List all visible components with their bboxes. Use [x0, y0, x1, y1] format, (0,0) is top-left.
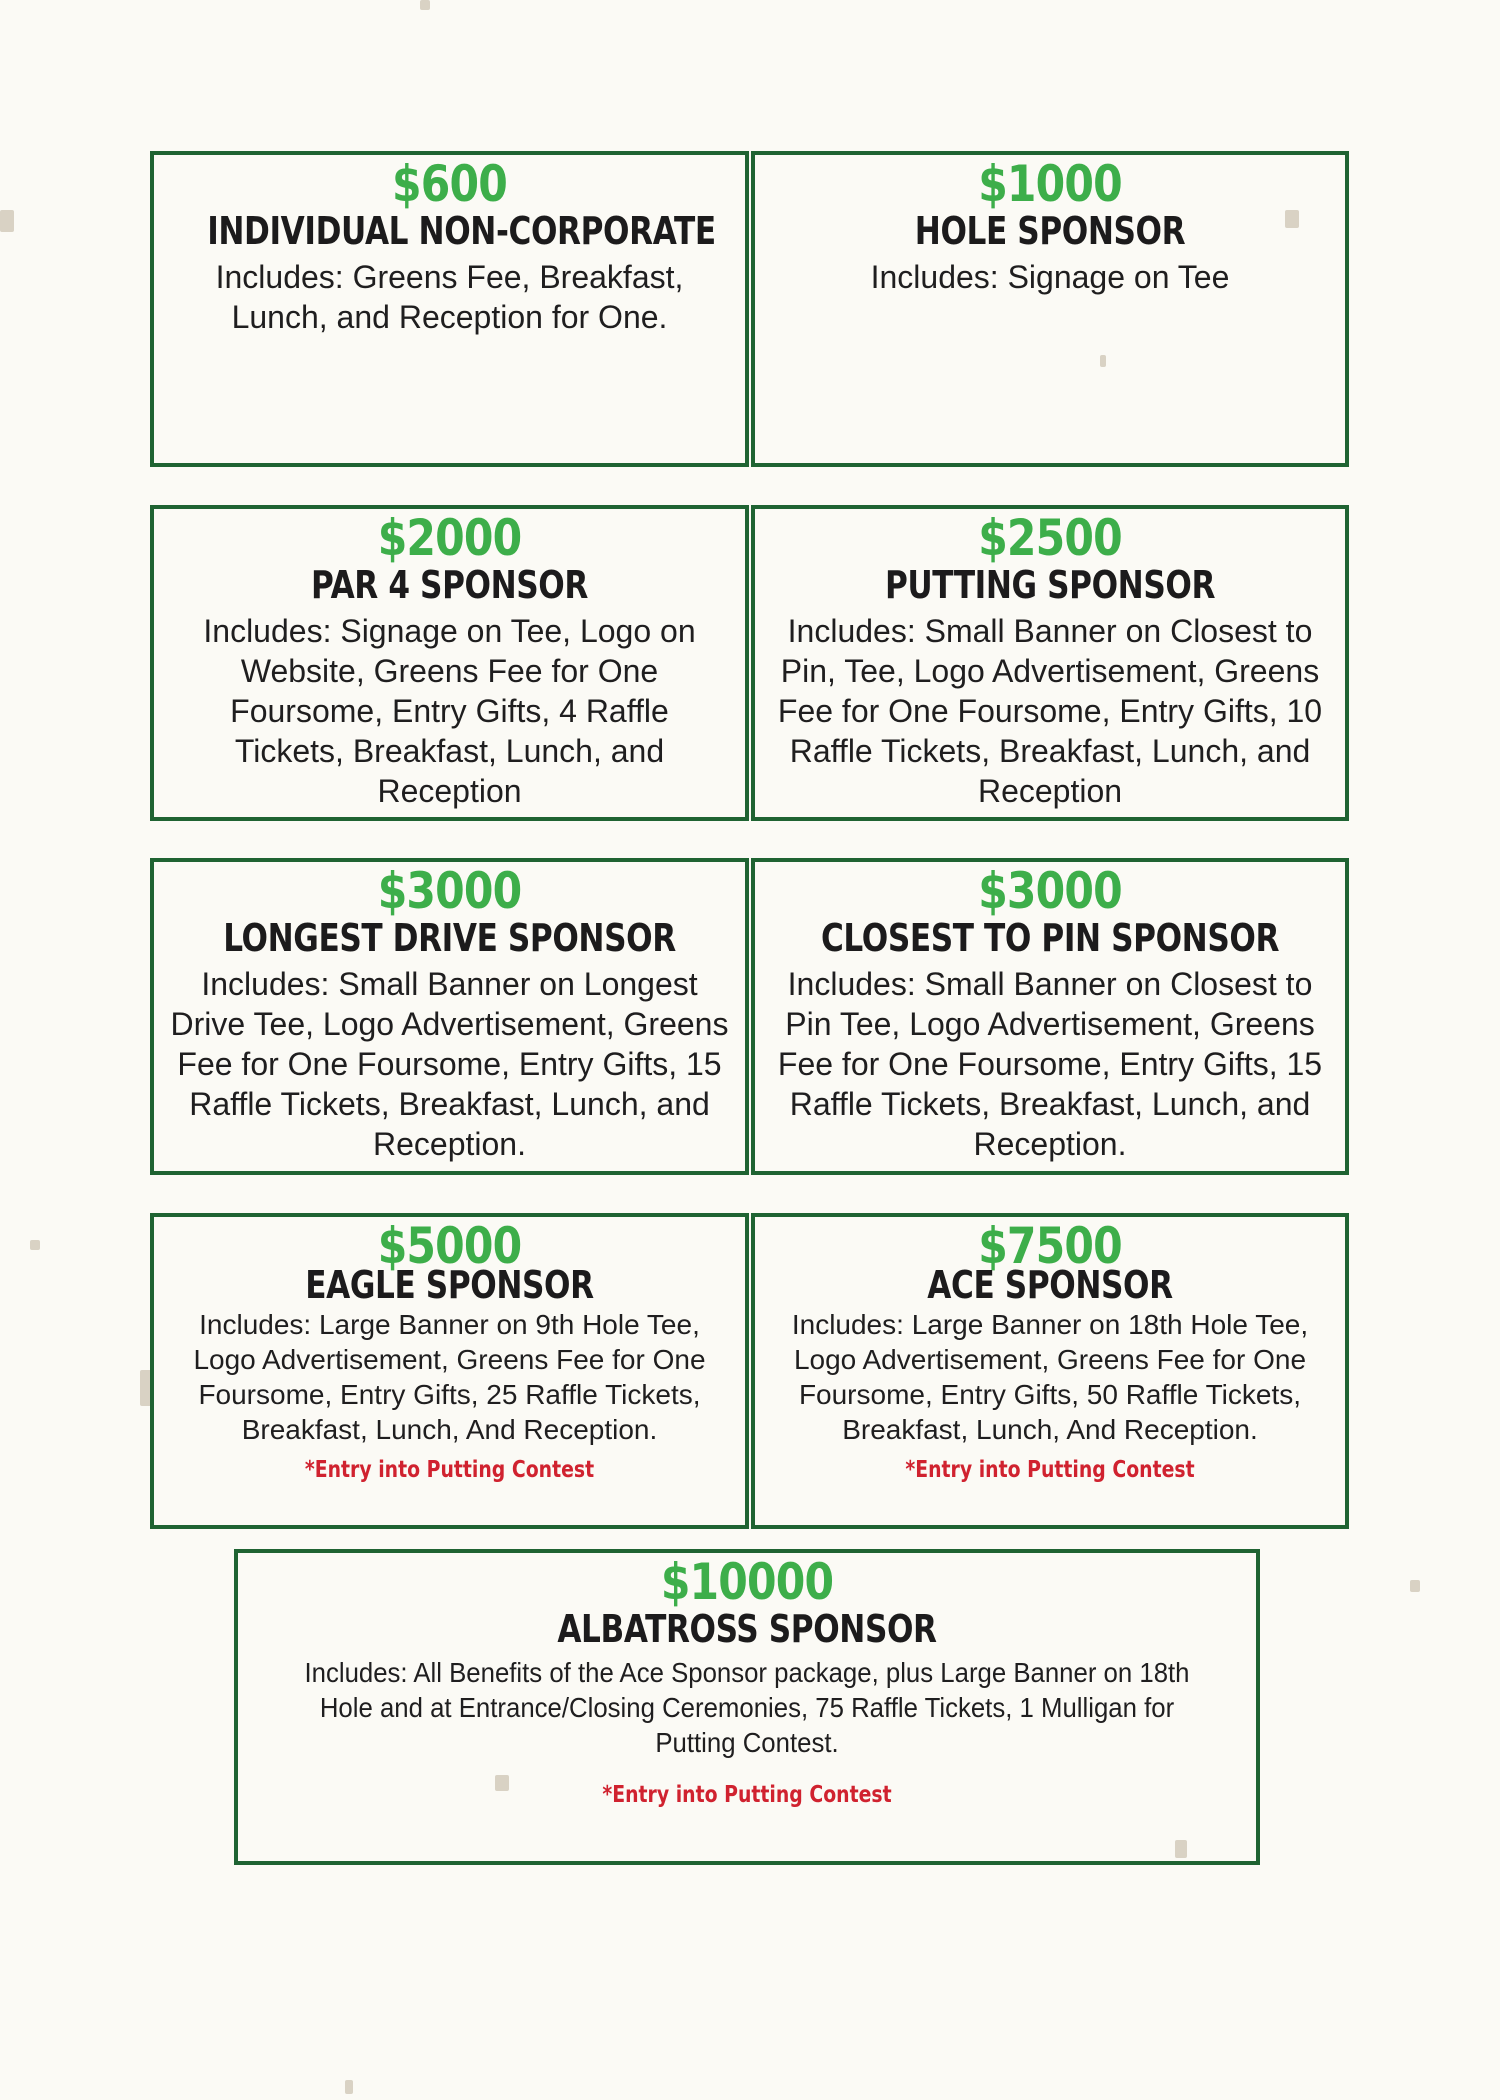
background-speck — [345, 2080, 353, 2094]
package-card-par4 — [150, 505, 749, 821]
package-description: Includes: All Benefits of the Ace Sponsor package, plus Large Banner on 18th Hole and at Entrance/Closing Ceremonies, 75 Raffle Tickets, 1 Mulligan for Putting Contest. — [304, 1657, 1190, 1758]
package-price: $600 — [392, 155, 507, 213]
package-title: CLOSEST TO PIN SPONSOR — [820, 916, 1280, 960]
package-price: $10000 — [660, 1553, 834, 1611]
package-description: Includes: Large Banner on 9th Hole Tee, Logo Advertisement, Greens Fee for One Foursome, Entry Gifts, 25 Raffle Tickets, Breakfast, Lunch, And Reception. — [193, 1309, 706, 1445]
putting-contest-note: *Entry into Putting Contest — [602, 1782, 892, 1808]
package-price: $2500 — [978, 509, 1122, 567]
package-title: EAGLE SPONSOR — [305, 1263, 594, 1307]
putting-contest-note: *Entry into Putting Contest — [905, 1457, 1195, 1483]
package-card-ace — [751, 1213, 1349, 1529]
package-card-closest-to-pin — [751, 858, 1349, 1175]
package-description: Includes: Greens Fee, Breakfast, Lunch, and Reception for One. — [215, 259, 684, 335]
package-card-putting — [751, 505, 1349, 821]
package-card-longest-drive — [150, 858, 749, 1175]
package-title: PAR 4 SPONSOR — [311, 563, 588, 607]
package-description: Includes: Small Banner on Closest to Pin, Tee, Logo Advertisement, Greens Fee for One Foursome, Entry Gifts, 10 Raffle Tickets, Breakfast, Lunch, and Reception — [777, 613, 1323, 809]
package-price: $3000 — [377, 862, 522, 920]
putting-contest-note: *Entry into Putting Contest — [304, 1457, 595, 1483]
package-description: Includes: Small Banner on Closest to Pin Tee, Logo Advertisement, Greens Fee for One Foursome, Entry Gifts, 15 Raffle Tickets, Breakfast, Lunch, and Reception. — [777, 966, 1323, 1162]
package-description: Includes: Signage on Tee — [870, 259, 1230, 295]
package-description: Includes: Signage on Tee, Logo on Website, Greens Fee for One Foursome, Entry Gifts, 4 Raffle Tickets, Breakfast, Lunch, and Reception — [203, 613, 696, 809]
background-speck — [420, 0, 430, 10]
package-card-individual — [150, 151, 749, 467]
package-price: $2000 — [377, 509, 522, 567]
package-card-hole — [751, 151, 1349, 467]
package-price: $1000 — [978, 155, 1122, 213]
package-title: PUTTING SPONSOR — [884, 563, 1216, 607]
package-price: $3000 — [978, 862, 1122, 920]
package-price: $7500 — [978, 1217, 1122, 1275]
package-card-albatross — [234, 1549, 1260, 1865]
package-title: ACE SPONSOR — [927, 1263, 1173, 1307]
background-speck — [0, 210, 14, 232]
background-speck — [30, 1240, 40, 1250]
package-title: LONGEST DRIVE SPONSOR — [223, 916, 676, 960]
package-title: INDIVIDUAL NON-CORPORATE — [207, 209, 716, 253]
package-description: Includes: Small Banner on Longest Drive Tee, Logo Advertisement, Greens Fee for One Foursome, Entry Gifts, 15 Raffle Tickets, Breakfast, Lunch, and Reception. — [170, 966, 729, 1162]
package-price: $5000 — [377, 1217, 522, 1275]
package-description: Includes: Large Banner on 18th Hole Tee, Logo Advertisement, Greens Fee for One Foursome, Entry Gifts, 50 Raffle Tickets, Breakfast, Lunch, And Reception. — [791, 1309, 1309, 1445]
package-title: ALBATROSS SPONSOR — [557, 1607, 937, 1651]
package-title: HOLE SPONSOR — [914, 209, 1186, 253]
package-card-eagle — [150, 1213, 749, 1529]
background-speck — [1410, 1580, 1420, 1592]
